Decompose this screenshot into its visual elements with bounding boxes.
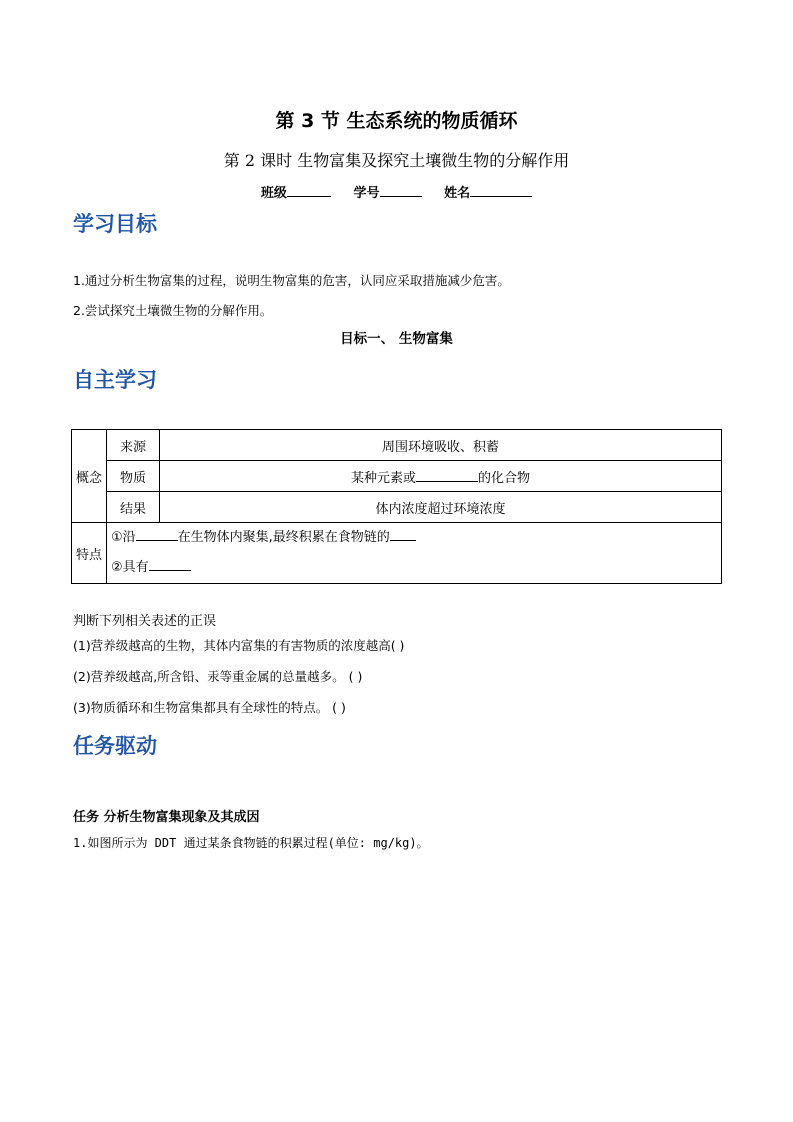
feature-cell <box>107 523 722 584</box>
student-info-line <box>0 182 793 201</box>
row-key-source: 来源 <box>107 430 160 461</box>
row-value-result: 体内浓度超过环境浓度 <box>160 492 722 523</box>
class-label: 班级 <box>260 186 287 201</box>
feature1-prefix: ①沿 <box>111 530 136 545</box>
name-blank[interactable] <box>470 182 532 197</box>
feature1-blank-a[interactable] <box>136 527 178 541</box>
row-value-substance <box>160 461 722 492</box>
feature-line-1 <box>111 523 721 553</box>
objective-item: 2.尝试探究土壤微生物的分解作用。 <box>73 303 273 318</box>
page-subtitle: 第 2 课时 生物富集及探究土壤微生物的分解作用 <box>223 151 570 170</box>
class-blank[interactable] <box>287 182 331 197</box>
feature1-mid: 在生物体内聚集,最终积累在食物链的 <box>177 530 390 545</box>
row-key-substance: 物质 <box>107 461 160 492</box>
row-key-result: 结果 <box>107 492 160 523</box>
task-question: 1.如图所示为 DDT 通过某条食物链的积累过程(单位: mg/kg)。 <box>73 836 429 850</box>
concept-label: 概念 <box>72 430 107 523</box>
objectives-heading: 学习目标 <box>73 212 157 236</box>
concept-table <box>71 429 722 584</box>
feature-label: 特点 <box>72 523 107 584</box>
judge-item: (3)物质循环和生物富集都具有全球性的特点。 ( ) <box>73 700 346 715</box>
goal-one-heading: 目标一、 生物富集 <box>340 331 453 347</box>
feature1-blank-b[interactable] <box>390 527 416 541</box>
number-blank[interactable] <box>380 182 422 197</box>
page-title: 第 3 节 生态系统的物质循环 <box>275 110 518 132</box>
objective-item: 1.通过分析生物富集的过程，说明生物富集的危害，认同应采取措施减少危害。 <box>73 273 510 288</box>
name-label: 姓名 <box>444 186 471 201</box>
judge-item: (1)营养级越高的生物，其体内富集的有害物质的浓度越高( ) <box>73 638 405 653</box>
feature-line-2 <box>111 553 721 583</box>
feature2-prefix: ②具有 <box>111 560 149 575</box>
row-value-source: 周围环境吸收、积蓄 <box>160 430 722 461</box>
task-heading: 任务驱动 <box>73 734 157 758</box>
feature2-blank[interactable] <box>149 557 191 571</box>
judge-item: (2)营养级越高,所含铅、汞等重金属的总量越多。 ( ) <box>73 669 363 684</box>
substance-text-after: 的化合物 <box>478 470 531 486</box>
number-label: 学号 <box>353 186 380 201</box>
substance-blank[interactable] <box>416 468 478 482</box>
self-study-heading: 自主学习 <box>73 368 157 392</box>
task-title: 任务 分析生物富集现象及其成因 <box>73 810 260 825</box>
judge-intro: 判断下列相关表述的正误 <box>73 614 217 629</box>
substance-text-before: 某种元素或 <box>350 470 416 486</box>
